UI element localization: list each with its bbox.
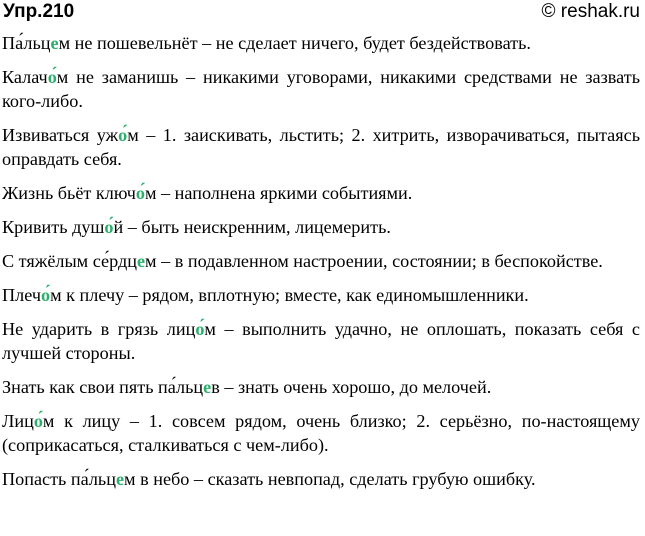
site-watermark: © reshak.ru: [541, 1, 640, 22]
item-text: м к плечу – рядом, вплотную; вместе, как единомышленники.: [50, 285, 529, 305]
idiom-item: [2, 467, 640, 491]
item-text: Жизнь бьёт ключ: [2, 183, 136, 203]
idiom-item: [2, 181, 640, 205]
item-text: Плеч: [2, 285, 41, 305]
item-text: м к лицу – 1. совсем рядом, очень близко; 2. серьёзно, по-настоящему (соприкасаться, сталкиваться с чем-либо).: [2, 411, 640, 455]
item-text: м не заманишь – никакими уговорами, никакими средствами не зазвать кого-либо.: [2, 67, 640, 111]
idiom-item: [2, 317, 640, 365]
item-text: м в небо – сказать невпопад, сделать грубую ошибку.: [124, 469, 536, 489]
highlighted-ending: е: [115, 469, 125, 489]
idiom-item: [2, 375, 640, 399]
highlighted-ending: е: [203, 377, 212, 397]
idiom-item: [2, 409, 640, 457]
highlighted-ending: е: [50, 33, 59, 53]
highlighted-ending: о́: [118, 125, 128, 145]
idiom-item: [2, 283, 640, 307]
item-text: Па́льц: [2, 33, 51, 53]
item-text: м не пошевельнёт – не сделает ничего, будет бездействовать.: [58, 33, 531, 53]
item-text: м – 1. заискивать, льстить; 2. хитрить, изворачиваться, пытаясь оправдать себя.: [2, 125, 640, 169]
item-text: й – быть неискренним, лицемерить.: [113, 217, 391, 237]
highlighted-ending: о́: [47, 67, 57, 87]
exercise-content: [2, 31, 640, 501]
idiom-item: [2, 215, 640, 239]
item-text: м – выполнить удачно, не оплошать, показать себя с лучшей стороны.: [2, 319, 641, 363]
highlighted-ending: е: [136, 251, 146, 271]
highlighted-ending: о́: [104, 217, 114, 237]
item-text: Не ударить в грязь лиц: [2, 319, 196, 339]
item-text: м – наполнена яркими событиями.: [144, 183, 413, 203]
item-text: Извиваться уж: [2, 125, 119, 145]
idiom-item: [2, 65, 640, 113]
highlighted-ending: о́: [135, 183, 145, 203]
highlighted-ending: о́: [195, 319, 205, 339]
highlighted-ending: о́: [40, 285, 51, 305]
item-text: в – знать очень хорошо, до мелочей.: [211, 377, 492, 397]
item-text: С тяжёлым се́рдц: [2, 251, 137, 271]
exercise-title: Упр.210: [3, 1, 75, 22]
idiom-item: [2, 123, 640, 171]
item-text: Калач: [2, 67, 48, 87]
item-text: Лиц: [2, 411, 34, 431]
highlighted-ending: о́: [33, 411, 43, 431]
item-text: Кривить душ: [2, 217, 105, 237]
item-text: Попасть па́льц: [2, 469, 116, 489]
item-text: Знать как свои пять па́льц: [2, 377, 204, 397]
idiom-item: [2, 249, 640, 273]
page-header: [0, 0, 645, 26]
idiom-item: [2, 31, 640, 55]
item-text: м – в подавленном настроении, состоянии; в беспокойстве.: [145, 251, 603, 271]
